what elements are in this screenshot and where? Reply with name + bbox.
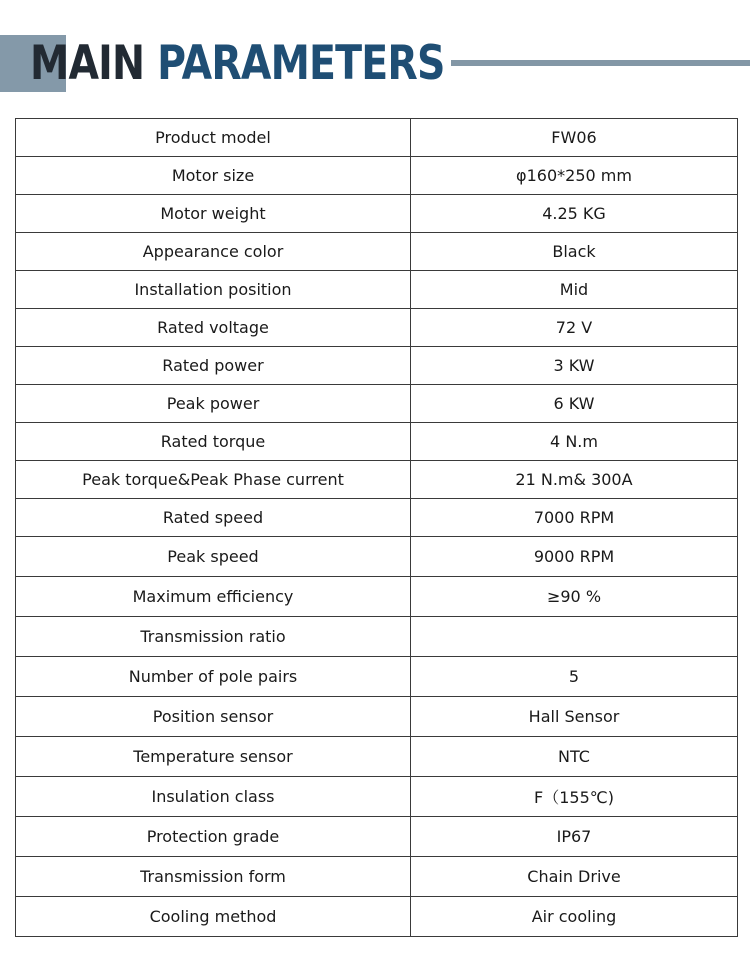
page-title [30,34,445,94]
table-row [16,617,738,657]
table-row [16,537,738,577]
param-value: 5 [411,657,738,697]
param-label: Temperature sensor [16,737,411,777]
param-label: Position sensor [16,697,411,737]
param-label: Rated speed [16,499,411,537]
param-value: F（155℃) [411,777,738,817]
param-label: Transmission ratio [16,617,411,657]
param-label: Insulation class [16,777,411,817]
table-row [16,347,738,385]
param-value: 9000 RPM [411,537,738,577]
param-value: FW06 [411,119,738,157]
table-row [16,697,738,737]
param-label: Motor size [16,157,411,195]
param-label: Installation position [16,271,411,309]
param-value: Air cooling [411,897,738,937]
table-row [16,897,738,937]
param-label: Rated power [16,347,411,385]
param-label: Appearance color [16,233,411,271]
param-label: Number of pole pairs [16,657,411,697]
table-row [16,233,738,271]
table-row [16,271,738,309]
title-word-main: MAIN [30,36,145,91]
param-label: Rated torque [16,423,411,461]
param-value: Hall Sensor [411,697,738,737]
table-row [16,157,738,195]
param-value: IP67 [411,817,738,857]
table-row [16,385,738,423]
param-value: Black [411,233,738,271]
param-label: Cooling method [16,897,411,937]
table-row [16,309,738,347]
table-row [16,461,738,499]
param-label: Peak power [16,385,411,423]
table-row [16,119,738,157]
param-label: Transmission form [16,857,411,897]
param-label: Maximum efficiency [16,577,411,617]
table-row [16,577,738,617]
table-row [16,499,738,537]
param-value: φ160*250 mm [411,157,738,195]
param-value: 3 KW [411,347,738,385]
param-label: Protection grade [16,817,411,857]
param-value: 72 V [411,309,738,347]
param-value: 4.25 KG [411,195,738,233]
param-value: ≥90 % [411,577,738,617]
table-row [16,657,738,697]
table-row [16,857,738,897]
param-value: 4 N.m [411,423,738,461]
param-value: 7000 RPM [411,499,738,537]
param-label: Peak torque&Peak Phase current [16,461,411,499]
param-label: Rated voltage [16,309,411,347]
param-value [411,617,738,657]
table-row [16,777,738,817]
table-row [16,817,738,857]
param-label: Motor weight [16,195,411,233]
parameters-table [15,118,738,937]
title-word-parameters: PARAMETERS [157,36,445,91]
param-value: Chain Drive [411,857,738,897]
param-value: 6 KW [411,385,738,423]
table-row [16,195,738,233]
table-row [16,423,738,461]
param-label: Product model [16,119,411,157]
param-label: Peak speed [16,537,411,577]
param-value: NTC [411,737,738,777]
header-rule [451,60,750,66]
param-value: 21 N.m& 300A [411,461,738,499]
table-row [16,737,738,777]
param-value: Mid [411,271,738,309]
